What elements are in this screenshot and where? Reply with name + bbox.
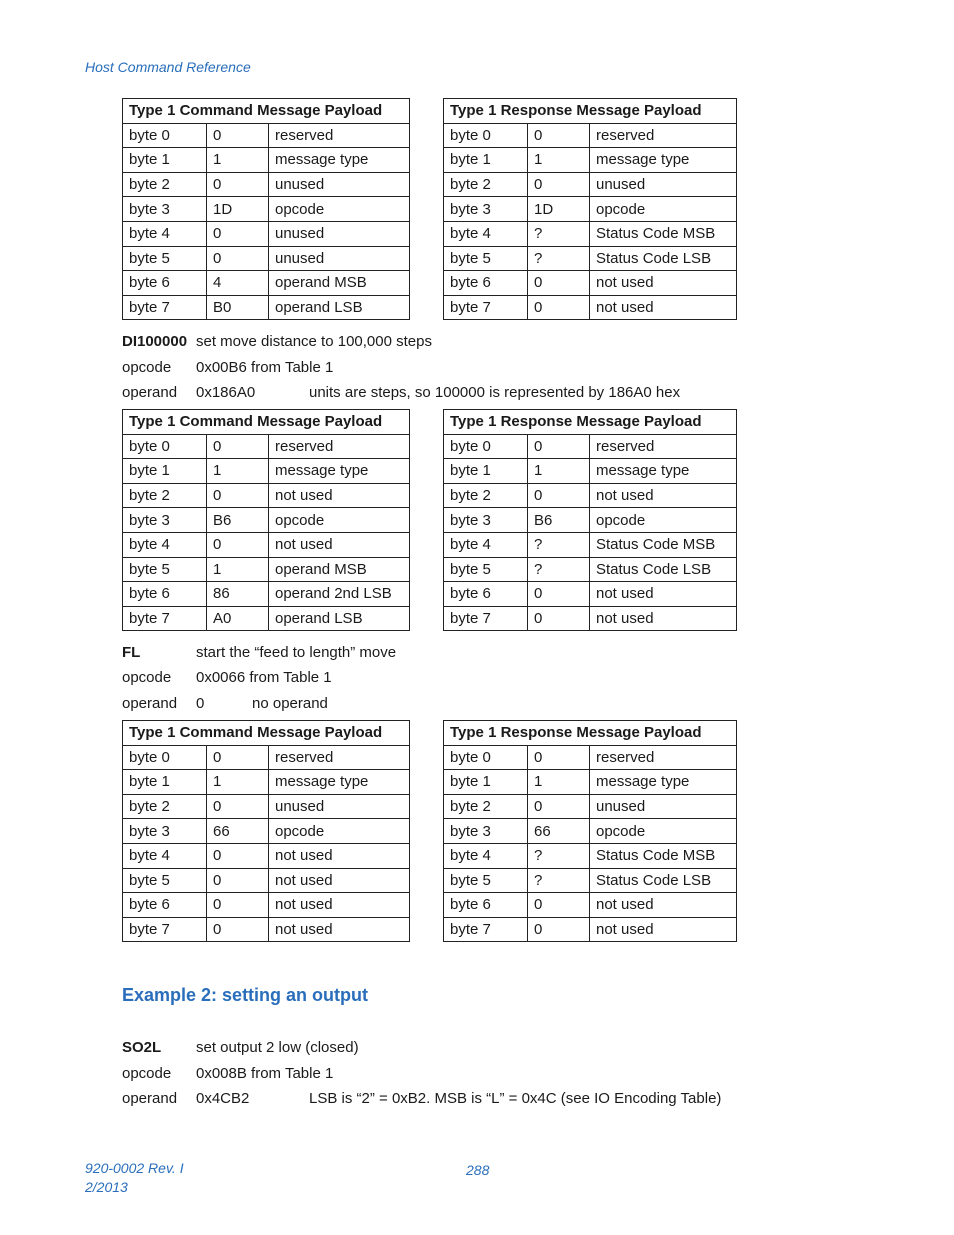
field-description-cell: operand MSB — [269, 271, 410, 296]
table-row — [444, 148, 737, 173]
opcode-value: 0x0066 from Table 1 — [196, 669, 332, 686]
table-row — [444, 221, 737, 246]
byte-value-cell: 0 — [207, 745, 269, 770]
section-heading: Example 2: setting an output — [122, 985, 369, 1005]
byte-value-cell: 0 — [528, 295, 590, 320]
table-row — [444, 557, 737, 582]
byte-value-cell: 0 — [528, 172, 590, 197]
byte-label-cell: byte 5 — [123, 557, 207, 582]
field-description-cell: opcode — [269, 819, 410, 844]
byte-value-cell: 0 — [207, 532, 269, 557]
table-row — [123, 557, 410, 582]
byte-value-cell: 0 — [528, 123, 590, 148]
field-description-cell: reserved — [590, 745, 737, 770]
byte-label-cell: byte 0 — [444, 434, 528, 459]
table-row — [444, 459, 737, 484]
table-title: Type 1 Response Message Payload — [444, 721, 737, 746]
command-name: FL — [122, 644, 141, 661]
byte-label-cell: byte 4 — [444, 221, 528, 246]
field-description-cell: opcode — [590, 197, 737, 222]
table-row — [444, 606, 737, 631]
table-row — [123, 172, 410, 197]
table-row — [123, 794, 410, 819]
byte-value-cell: 0 — [207, 843, 269, 868]
byte-label-cell: byte 3 — [444, 819, 528, 844]
byte-label-cell: byte 2 — [123, 483, 207, 508]
table-row — [444, 483, 737, 508]
field-description-cell: reserved — [269, 123, 410, 148]
doc-number: 920-0002 Rev. I — [85, 1160, 184, 1176]
command-description: set move distance to 100,000 steps — [196, 333, 432, 350]
table-row — [123, 123, 410, 148]
table-row — [123, 459, 410, 484]
response-payload-table-3 — [443, 720, 737, 942]
operand-value: 0x4CB2 — [196, 1090, 250, 1107]
table-row — [444, 434, 737, 459]
byte-label-cell: byte 5 — [444, 868, 528, 893]
field-description-cell: message type — [269, 148, 410, 173]
opcode-label: opcode — [122, 359, 172, 376]
response-payload-table-2 — [443, 409, 737, 631]
byte-label-cell: byte 2 — [444, 794, 528, 819]
field-description-cell: not used — [590, 271, 737, 296]
table-row — [123, 508, 410, 533]
table-row — [444, 246, 737, 271]
command-description: set output 2 low (closed) — [196, 1039, 359, 1056]
byte-label-cell: byte 3 — [444, 508, 528, 533]
field-description-cell: reserved — [269, 745, 410, 770]
field-description-cell: not used — [269, 917, 410, 942]
table-row — [123, 770, 410, 795]
field-description-cell: not used — [590, 606, 737, 631]
field-description-cell: Status Code LSB — [590, 246, 737, 271]
byte-value-cell: 0 — [528, 582, 590, 607]
table-row — [444, 508, 737, 533]
command-payload-table-1 — [122, 98, 410, 320]
byte-value-cell: A0 — [207, 606, 269, 631]
byte-label-cell: byte 1 — [123, 148, 207, 173]
table-row — [123, 246, 410, 271]
byte-label-cell: byte 0 — [123, 434, 207, 459]
byte-label-cell: byte 4 — [123, 221, 207, 246]
table-row — [444, 745, 737, 770]
byte-label-cell: byte 5 — [444, 557, 528, 582]
byte-value-cell: B0 — [207, 295, 269, 320]
byte-value-cell: 1D — [207, 197, 269, 222]
byte-label-cell: byte 5 — [123, 246, 207, 271]
byte-value-cell: 0 — [528, 745, 590, 770]
byte-label-cell: byte 1 — [123, 459, 207, 484]
byte-label-cell: byte 1 — [123, 770, 207, 795]
field-description-cell: not used — [269, 843, 410, 868]
field-description-cell: not used — [269, 532, 410, 557]
field-description-cell: not used — [590, 582, 737, 607]
table-row — [123, 483, 410, 508]
byte-value-cell: 1 — [207, 770, 269, 795]
byte-value-cell: 66 — [528, 819, 590, 844]
byte-value-cell: 0 — [528, 893, 590, 918]
byte-value-cell: 0 — [207, 434, 269, 459]
byte-label-cell: byte 3 — [123, 197, 207, 222]
field-description-cell: opcode — [590, 819, 737, 844]
byte-label-cell: byte 2 — [444, 483, 528, 508]
field-description-cell: reserved — [590, 123, 737, 148]
table-row — [123, 434, 410, 459]
table-row — [123, 843, 410, 868]
field-description-cell: reserved — [590, 434, 737, 459]
opcode-value: 0x00B6 from Table 1 — [196, 359, 334, 376]
field-description-cell: reserved — [269, 434, 410, 459]
byte-value-cell: 0 — [528, 434, 590, 459]
field-description-cell: unused — [269, 794, 410, 819]
byte-label-cell: byte 0 — [123, 123, 207, 148]
byte-label-cell: byte 1 — [444, 148, 528, 173]
field-description-cell: not used — [269, 483, 410, 508]
byte-value-cell: 1 — [207, 459, 269, 484]
table-row — [123, 582, 410, 607]
operand-label: operand — [122, 695, 178, 712]
byte-label-cell: byte 7 — [444, 606, 528, 631]
byte-label-cell: byte 7 — [444, 917, 528, 942]
byte-value-cell: 86 — [207, 582, 269, 607]
opcode-label: opcode — [122, 1065, 172, 1082]
byte-label-cell: byte 7 — [123, 295, 207, 320]
operand-value: 0x186A0 — [196, 384, 256, 401]
field-description-cell: message type — [269, 459, 410, 484]
table-title: Type 1 Response Message Payload — [444, 410, 737, 435]
byte-value-cell: 0 — [207, 221, 269, 246]
byte-value-cell: 0 — [207, 794, 269, 819]
table-row — [123, 606, 410, 631]
byte-value-cell: 1 — [528, 459, 590, 484]
byte-label-cell: byte 4 — [123, 843, 207, 868]
page-number: 288 — [466, 1162, 490, 1178]
table-row — [444, 843, 737, 868]
table-row — [444, 819, 737, 844]
field-description-cell: operand LSB — [269, 606, 410, 631]
byte-label-cell: byte 2 — [444, 172, 528, 197]
table-row — [444, 197, 737, 222]
opcode-label: opcode — [122, 669, 172, 686]
field-description-cell: Status Code MSB — [590, 532, 737, 557]
command-payload-table-3 — [122, 720, 410, 942]
table-row — [123, 819, 410, 844]
byte-label-cell: byte 6 — [444, 893, 528, 918]
command-name: DI100000 — [122, 333, 188, 350]
table-row — [444, 770, 737, 795]
operand-label: operand — [122, 384, 178, 401]
byte-value-cell: 1 — [528, 148, 590, 173]
byte-label-cell: byte 4 — [444, 532, 528, 557]
table-row — [123, 271, 410, 296]
table-row — [444, 868, 737, 893]
command-description: start the “feed to length” move — [196, 644, 397, 661]
byte-label-cell: byte 1 — [444, 459, 528, 484]
table-row — [444, 893, 737, 918]
byte-value-cell: 0 — [207, 246, 269, 271]
table-title: Type 1 Command Message Payload — [123, 99, 410, 124]
table-row — [444, 123, 737, 148]
opcode-value: 0x008B from Table 1 — [196, 1065, 334, 1082]
byte-label-cell: byte 0 — [444, 123, 528, 148]
field-description-cell: operand MSB — [269, 557, 410, 582]
byte-value-cell: ? — [528, 221, 590, 246]
operand-note: units are steps, so 100000 is represented by 186A0 hex — [309, 384, 681, 401]
byte-label-cell: byte 6 — [444, 582, 528, 607]
table-row — [123, 295, 410, 320]
field-description-cell: Status Code LSB — [590, 868, 737, 893]
field-description-cell: operand LSB — [269, 295, 410, 320]
byte-label-cell: byte 5 — [123, 868, 207, 893]
operand-value: 0 — [196, 695, 205, 712]
command-payload-table-2 — [122, 409, 410, 631]
byte-value-cell: 1 — [207, 148, 269, 173]
byte-label-cell: byte 2 — [123, 172, 207, 197]
table-row — [123, 917, 410, 942]
byte-label-cell: byte 7 — [123, 917, 207, 942]
operand-label: operand — [122, 1090, 178, 1107]
field-description-cell: Status Code LSB — [590, 557, 737, 582]
byte-value-cell: 0 — [207, 172, 269, 197]
byte-label-cell: byte 4 — [123, 532, 207, 557]
field-description-cell: unused — [590, 172, 737, 197]
table-row — [123, 893, 410, 918]
table-row — [123, 868, 410, 893]
field-description-cell: not used — [590, 483, 737, 508]
field-description-cell: Status Code MSB — [590, 843, 737, 868]
field-description-cell: not used — [269, 868, 410, 893]
running-header: Host Command Reference — [85, 59, 251, 75]
field-description-cell: opcode — [269, 508, 410, 533]
table-row — [123, 148, 410, 173]
response-payload-table-1 — [443, 98, 737, 320]
field-description-cell: Status Code MSB — [590, 221, 737, 246]
byte-value-cell: ? — [528, 532, 590, 557]
field-description-cell: not used — [590, 917, 737, 942]
field-description-cell: not used — [269, 893, 410, 918]
doc-date: 2/2013 — [85, 1179, 128, 1195]
field-description-cell: unused — [269, 246, 410, 271]
byte-label-cell: byte 7 — [123, 606, 207, 631]
byte-value-cell: B6 — [207, 508, 269, 533]
field-description-cell: operand 2nd LSB — [269, 582, 410, 607]
table-title: Type 1 Command Message Payload — [123, 721, 410, 746]
field-description-cell: not used — [590, 893, 737, 918]
byte-label-cell: byte 3 — [444, 197, 528, 222]
byte-value-cell: 1D — [528, 197, 590, 222]
byte-label-cell: byte 1 — [444, 770, 528, 795]
field-description-cell: opcode — [590, 508, 737, 533]
byte-value-cell: ? — [528, 868, 590, 893]
field-description-cell: opcode — [269, 197, 410, 222]
byte-value-cell: 0 — [528, 794, 590, 819]
table-row — [123, 745, 410, 770]
byte-label-cell: byte 6 — [444, 271, 528, 296]
table-row — [123, 532, 410, 557]
field-description-cell: not used — [590, 295, 737, 320]
field-description-cell: message type — [590, 770, 737, 795]
table-row — [444, 271, 737, 296]
field-description-cell: message type — [590, 459, 737, 484]
byte-value-cell: ? — [528, 843, 590, 868]
table-row — [444, 172, 737, 197]
byte-value-cell: 0 — [207, 893, 269, 918]
table-row — [444, 794, 737, 819]
byte-value-cell: 0 — [207, 123, 269, 148]
table-row — [444, 295, 737, 320]
field-description-cell: unused — [269, 221, 410, 246]
byte-value-cell: 0 — [207, 917, 269, 942]
byte-label-cell: byte 3 — [123, 508, 207, 533]
byte-label-cell: byte 0 — [444, 745, 528, 770]
command-name: SO2L — [122, 1039, 162, 1056]
byte-value-cell: 0 — [528, 606, 590, 631]
table-title: Type 1 Response Message Payload — [444, 99, 737, 124]
byte-label-cell: byte 6 — [123, 893, 207, 918]
byte-label-cell: byte 5 — [444, 246, 528, 271]
byte-label-cell: byte 6 — [123, 582, 207, 607]
byte-value-cell: ? — [528, 557, 590, 582]
field-description-cell: unused — [269, 172, 410, 197]
byte-label-cell: byte 4 — [444, 843, 528, 868]
table-row — [444, 917, 737, 942]
byte-value-cell: 0 — [207, 483, 269, 508]
byte-value-cell: 0 — [528, 483, 590, 508]
byte-value-cell: 0 — [207, 868, 269, 893]
byte-value-cell: 66 — [207, 819, 269, 844]
operand-note: LSB is “2” = 0xB2. MSB is “L” = 0x4C (see IO Encoding Table) — [309, 1090, 722, 1107]
byte-value-cell: 0 — [528, 917, 590, 942]
field-description-cell: message type — [269, 770, 410, 795]
table-row — [444, 532, 737, 557]
byte-value-cell: B6 — [528, 508, 590, 533]
table-title: Type 1 Command Message Payload — [123, 410, 410, 435]
byte-value-cell: 4 — [207, 271, 269, 296]
field-description-cell: unused — [590, 794, 737, 819]
byte-value-cell: 1 — [528, 770, 590, 795]
table-row — [123, 221, 410, 246]
byte-label-cell: byte 7 — [444, 295, 528, 320]
byte-label-cell: byte 0 — [123, 745, 207, 770]
footer-doc-info — [85, 1159, 184, 1197]
byte-label-cell: byte 6 — [123, 271, 207, 296]
byte-value-cell: 1 — [207, 557, 269, 582]
table-row — [444, 582, 737, 607]
table-row — [123, 197, 410, 222]
byte-label-cell: byte 2 — [123, 794, 207, 819]
byte-value-cell: 0 — [528, 271, 590, 296]
byte-value-cell: ? — [528, 246, 590, 271]
operand-note: no operand — [252, 695, 328, 712]
field-description-cell: message type — [590, 148, 737, 173]
byte-label-cell: byte 3 — [123, 819, 207, 844]
